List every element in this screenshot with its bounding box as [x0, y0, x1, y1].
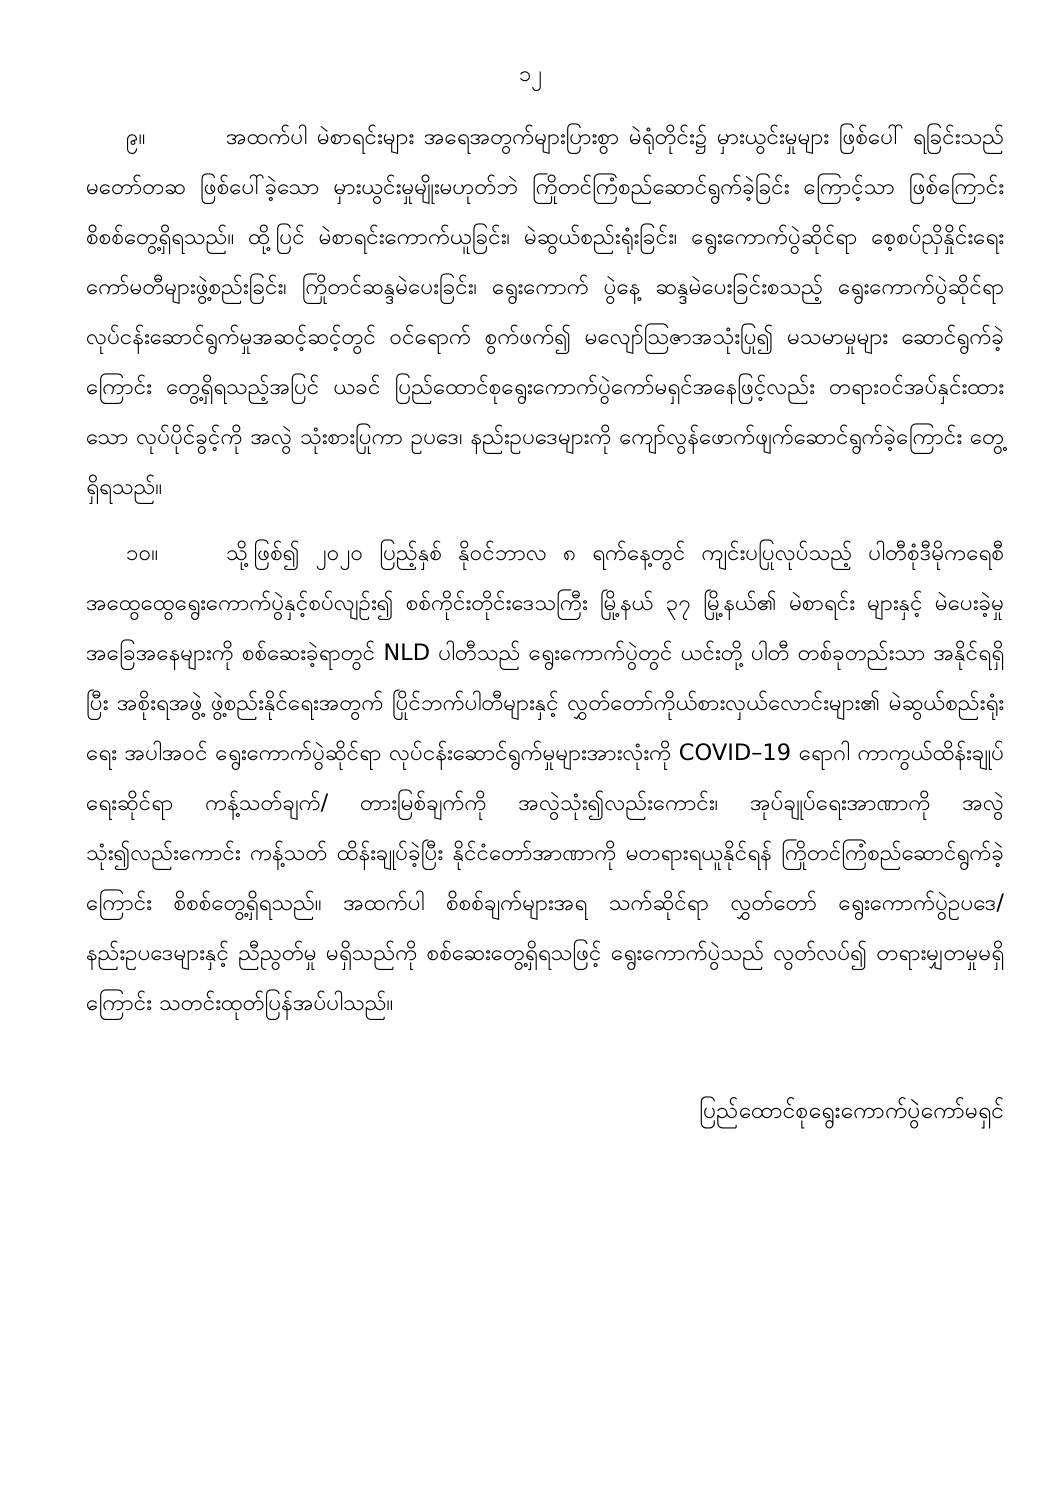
paragraph-9 — [86, 112, 1004, 512]
paragraph-10-number: ၁၀။ — [126, 540, 159, 566]
paragraph-10-text: သို့ဖြစ်၍ ၂၀၂၀ ပြည့်နှစ် နိုဝင်ဘာလ ၈ ရက်နေ့တွင် ကျင်းပပြုလုပ်သည့် ပါတီစုံဒီမိုကရေစီ အထွေထွေရွေးကောက်ပွဲနှင့်စပ်လျဉ်း၍ စစ်ကိုင်းတိုင်းဒေသကြီး မြို့နယ် ၃၇ မြို့နယ်၏ မဲစာရင်း များနှင့် မဲပေးခဲ့မှုအခြေအနေများကို စစ်ဆေးခဲ့ရာတွင် NLD ပါတီသည် ရွေးကောက်ပွဲတွင် ယင်းတို့ ပါတီ တစ်ခုတည်းသာ အနိုင်ရရှိပြီး အစိုးရအဖွဲ့ ဖွဲ့စည်းနိုင်ရေးအတွက် ပြိုင်ဘက်ပါတီများနှင့် လွှတ်တော်ကိုယ်စားလှယ်လောင်းများ၏ မဲဆွယ်စည်းရုံးရေး အပါအဝင် ရွေးကောက်ပွဲဆိုင်ရာ လုပ်ငန်းဆောင်ရွက်မှုများအားလုံးကို COVID–19 ရောဂါ ကာကွယ်ထိန်းချုပ်ရေးဆိုင်ရာ ကန့်သတ်ချက်/ တားမြစ်ချက်ကို အလွဲသုံး၍လည်းကောင်း၊ အုပ်ချုပ်ရေးအာဏာကို အလွဲသုံး၍လည်းကောင်း ကန့်သတ် ထိန်းချုပ်ခဲ့ပြီး နိုင်ငံတော်အာဏာကို မတရားရယူနိုင်ရန် ကြိုတင်ကြံစည်ဆောင်ရွက်ခဲ့ကြောင်း စိစစ်တွေ့ရှိရသည်။ အထက်ပါ စိစစ်ချက်များအရ သက်ဆိုင်ရာ လွှတ်တော် ရွေးကောက်ပွဲဥပဒေ/ နည်းဥပဒေများနှင့် ညီညွတ်မှု မရှိသည်ကို စစ်ဆေးတွေ့ရှိရသဖြင့် ရွေးကောက်ပွဲသည် လွတ်လပ်၍ တရားမျှတမှုမရှိကြောင်း သတင်းထုတ်ပြန်အပ်ပါသည်။ — [86, 540, 1004, 1016]
paragraph-9-text: အထက်ပါ မဲစာရင်းများ အရေအတွက်များပြားစွာ မဲရုံတိုင်း၌ မှားယွင်းမှုများ ဖြစ်ပေါ် ရခြင်းသည် မတော်တဆ ဖြစ်ပေါ်ခဲ့သော မှားယွင်းမှုမျိုးမဟုတ်ဘဲ ကြိုတင်ကြံစည်ဆောင်ရွက်ခဲ့ခြင်း ကြောင့်သာ ဖြစ်ကြောင်း စိစစ်တွေ့ရှိရသည်။ ထို့ပြင် မဲစာရင်းကောက်ယူခြင်း၊ မဲဆွယ်စည်းရုံးခြင်း၊ ရွေးကောက်ပွဲဆိုင်ရာ စေ့စပ်ညှိနှိုင်းရေးကော်မတီများဖွဲ့စည်းခြင်း၊ ကြိုတင်ဆန္ဒမဲပေးခြင်း၊ ရွေးကောက် ပွဲနေ့ ဆန္ဒမဲပေးခြင်းစသည့် ရွေးကောက်ပွဲဆိုင်ရာ လုပ်ငန်းဆောင်ရွက်မှုအဆင့်ဆင့်တွင် ဝင်ရောက် စွက်ဖက်၍ မလျော်ဩဇာအသုံးပြု၍ မသမာမှုများ ဆောင်ရွက်ခဲ့ကြောင်း တွေ့ရှိရသည့်အပြင် ယခင် ပြည်ထောင်စုရွေးကောက်ပွဲကော်မရှင်အနေဖြင့်လည်း တရားဝင်အပ်နှင်းထားသော လုပ်ပိုင်ခွင့်ကို အလွဲ သုံးစားပြုကာ ဥပဒေ၊ နည်းဥပဒေများကို ကျော်လွန်ဖောက်ဖျက်ဆောင်ရွက်ခဲ့ကြောင်း တွေ့ရှိရသည်။ — [86, 124, 1004, 500]
paragraph-10 — [86, 528, 1004, 1028]
document-body — [86, 112, 1004, 1136]
page-number: ၁၂ — [518, 62, 543, 87]
paragraph-9-number: ၉။ — [126, 124, 146, 150]
signature-line: ပြည်ထောင်စုရွေးကောက်ပွဲကော်မရှင် — [699, 1098, 1004, 1124]
